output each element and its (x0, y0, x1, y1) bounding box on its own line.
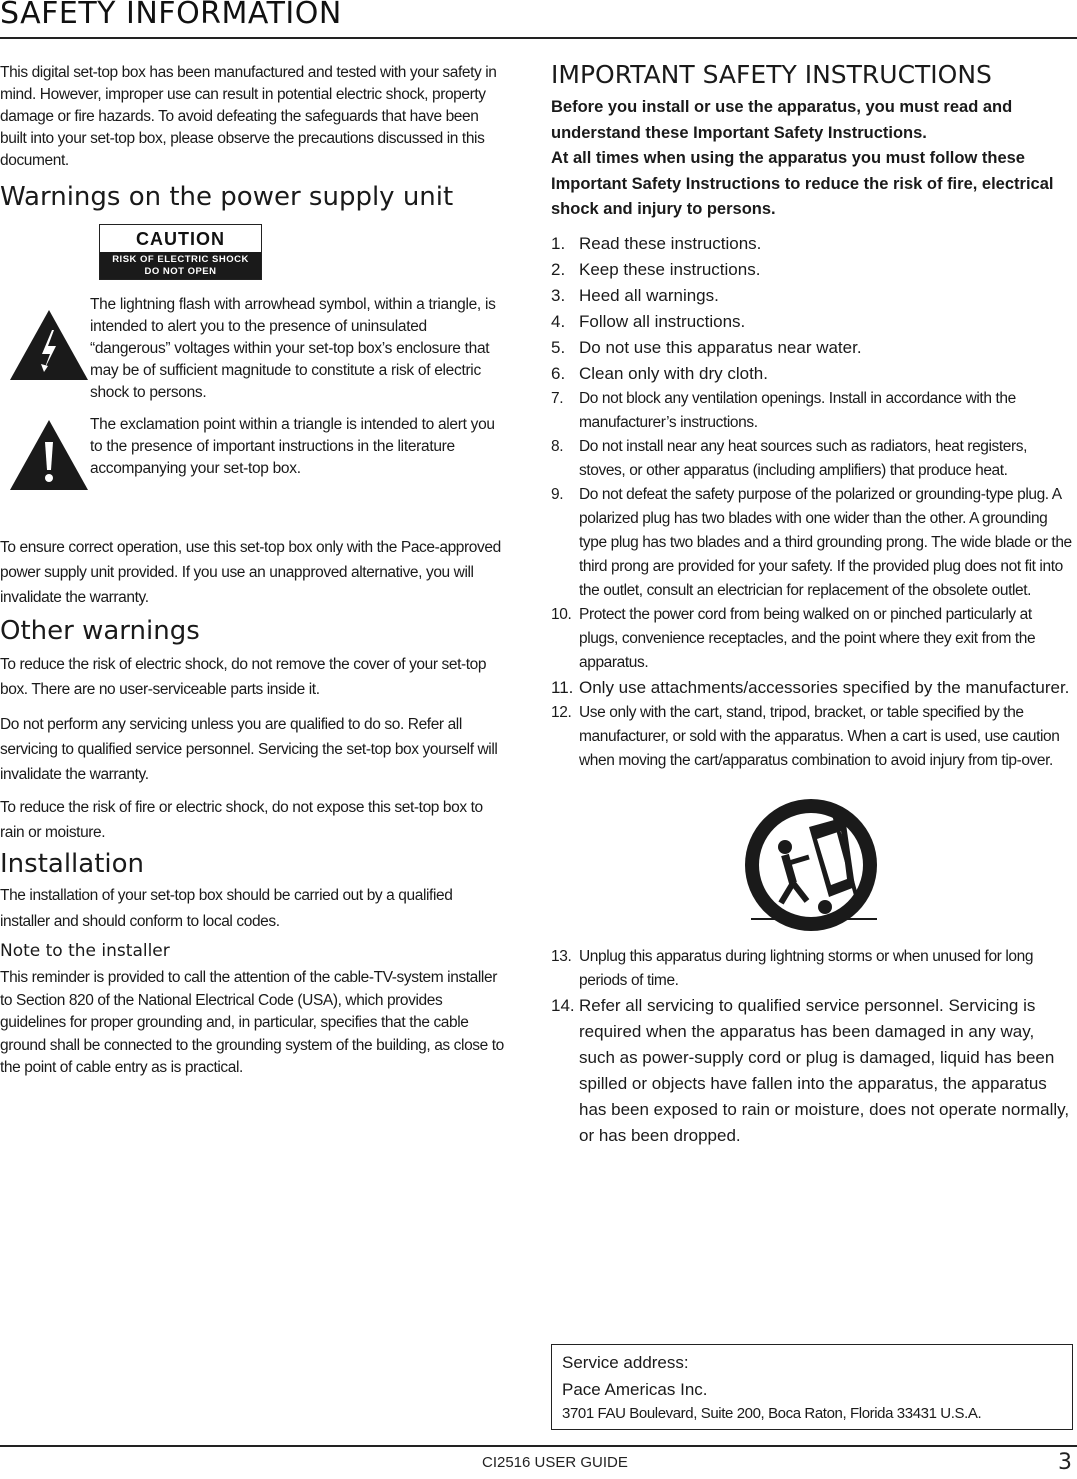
caution-line-1: RISK OF ELECTRIC SHOCK (112, 254, 249, 265)
instruction-item (551, 701, 1073, 773)
exclamation-row (0, 414, 505, 497)
note-paragraph: This reminder is provided to call the attention of the cable-TV-system installer to Section 820 of the National Electrical Code (USA), which provides guidelines for proper grounding and, in particular, specifies that the cable ground shall be connected to the grounding system of the building, as close to the point of cable entry as is practical. (0, 969, 504, 1076)
instruction-number: 6. (551, 363, 566, 383)
lightning-row (0, 294, 505, 404)
instruction-text: Do not use this apparatus near water. (579, 337, 862, 357)
instruction-number: 8. (551, 437, 564, 455)
cart-tipover-icon (737, 795, 887, 935)
instruction-number: 11. (551, 677, 574, 697)
instruction-text: Use only with the cart, stand, tripod, bracket, or table specified by the manufacturer, or sold with the apparatus. When a cart is used, use caution when moving the cart/apparatus combination to avoid injury from tip-over. (579, 703, 1060, 769)
service-label: Service address: (562, 1353, 689, 1372)
intro-paragraph: This digital set-top box has been manufactured and tested with your safety in mind. However, improper use can result in potential electric shock, property damage or fire hazards. To avoid defeating the safeguards that have been built into your set-top box, please observe the precautions discussed in this document. (0, 64, 497, 169)
other-warnings-p2: Do not perform any servicing unless you are qualified to do so. Refer all servicing to qualified service personnel. Servicing the set-top box yourself will invalidate the warranty. (0, 716, 498, 783)
instruction-list (551, 231, 1073, 773)
instruction-item (551, 435, 1073, 483)
instruction-number: 12. (551, 703, 572, 721)
instruction-text: Only use attachments/accessories specified by the manufacturer. (579, 677, 1070, 697)
left-column (0, 62, 505, 1080)
instruction-item (551, 603, 1073, 675)
instruction-item (551, 675, 1073, 701)
instruction-number: 10. (551, 605, 572, 623)
instruction-list-continued (551, 945, 1073, 1149)
instruction-number: 7. (551, 389, 564, 407)
page-number: 3 (1058, 1450, 1072, 1475)
top-divider (0, 37, 1077, 39)
service-company: Pace Americas Inc. (562, 1380, 708, 1399)
service-address: 3701 FAU Boulevard, Suite 200, Boca Raton, Florida 33431 U.S.A. (562, 1405, 982, 1422)
installation-paragraph: The installation of your set-top box should be carried out by a qualified installer and should conform to local codes. (0, 887, 453, 930)
other-warnings-p1: To reduce the risk of electric shock, do not remove the cover of your set-top box. There are no user-serviceable parts inside it. (0, 656, 487, 698)
safety-intro-2: At all times when using the apparatus you must follow these Important Safety Instructions to reduce the risk of fire, electrical shock and injury to persons. (551, 149, 1054, 218)
exclamation-triangle-icon (0, 414, 90, 497)
instruction-number: 1. (551, 233, 566, 253)
safety-intro-1: Before you install or use the apparatus, you must read and understand these Important Safety Instructions. (551, 98, 1013, 142)
instruction-text: Read these instructions. (579, 233, 762, 253)
instruction-item (551, 335, 1073, 361)
instruction-text: Unplug this apparatus during lightning storms or when unused for long periods of time. (579, 947, 1034, 989)
power-supply-heading: Warnings on the power supply unit (0, 182, 454, 212)
lightning-triangle-icon (0, 294, 90, 387)
safety-instructions-heading: IMPORTANT SAFETY INSTRUCTIONS (551, 60, 992, 89)
instruction-text: Heed all warnings. (579, 285, 719, 305)
footer-guide-title: CI2516 USER GUIDE (482, 1454, 628, 1471)
instruction-item (551, 257, 1073, 283)
instruction-item (551, 283, 1073, 309)
instruction-text: Protect the power cord from being walked on or pinched particularly at plugs, convenience receptacles, and the point where they exit from the apparatus. (579, 605, 1036, 671)
page-title: SAFETY INFORMATION (0, 0, 342, 31)
instruction-number: 9. (551, 485, 564, 503)
instruction-item (551, 945, 1073, 993)
instruction-text: Keep these instructions. (579, 259, 761, 279)
caution-band (100, 252, 261, 279)
instruction-number: 13. (551, 947, 572, 965)
power-supply-paragraph: To ensure correct operation, use this set-top box only with the Pace-approved power supply unit provided. If you use an unapproved alternative, you will invalidate the warranty. (0, 539, 501, 606)
caution-title: CAUTION (136, 229, 225, 249)
instruction-text: Clean only with dry cloth. (579, 363, 768, 383)
instruction-number: 14. (551, 995, 575, 1015)
caution-line-2: DO NOT OPEN (144, 266, 217, 277)
instruction-text: Follow all instructions. (579, 311, 746, 331)
lightning-description: The lightning flash with arrowhead symbol, within a triangle, is intended to alert you to the presence of uninsulated “dangerous” voltages within your set-top box’s enclosure that may be of sufficient magnitude to constitute a risk of electric shock to persons. (90, 296, 496, 401)
instruction-number: 2. (551, 259, 566, 279)
instruction-item (551, 309, 1073, 335)
bottom-divider (0, 1445, 1077, 1447)
other-warnings-p3: To reduce the risk of fire or electric shock, do not expose this set-top box to rain or moisture. (0, 799, 483, 841)
instruction-text: Refer all servicing to qualified service personnel. Servicing is required when the apparatus has been damaged in any way, such as power-supply cord or plug is damaged, liquid has been spilled or objects have fallen into the apparatus, the apparatus has been exposed to rain or moisture, does not operate normally, or has been dropped. (579, 995, 1070, 1145)
instruction-text: Do not block any ventilation openings. Install in accordance with the manufacturer’s instructions. (579, 389, 1016, 431)
instruction-item (551, 993, 1073, 1149)
service-address-box (551, 1344, 1073, 1430)
instruction-item (551, 387, 1073, 435)
right-column (551, 60, 1073, 1149)
cart-warning-figure (551, 795, 1073, 935)
instruction-text: Do not install near any heat sources such as radiators, heat registers, stoves, or other apparatus (including amplifiers) that produce heat. (579, 437, 1028, 479)
caution-label (99, 224, 262, 280)
instruction-number: 4. (551, 311, 566, 331)
exclamation-description: The exclamation point within a triangle is intended to alert you to the presence of important instructions in the literature accompanying your set-top box. (90, 416, 495, 477)
instruction-text: Do not defeat the safety purpose of the polarized or grounding-type plug. A polarized plug has two blades with one wider than the other. A grounding type plug has two blades and a third grounding prong. The wide blade or the third prong are provided for your safety. If the provided plug does not fit into the outlet, consult an electrician for replacement of the obsolete outlet. (579, 485, 1072, 599)
instruction-number: 5. (551, 337, 566, 357)
other-warnings-heading: Other warnings (0, 616, 200, 646)
instruction-item (551, 483, 1073, 603)
instruction-number: 3. (551, 285, 566, 305)
instruction-item (551, 361, 1073, 387)
installation-heading: Installation (0, 849, 145, 879)
instruction-item (551, 231, 1073, 257)
note-heading: Note to the installer (0, 941, 170, 961)
